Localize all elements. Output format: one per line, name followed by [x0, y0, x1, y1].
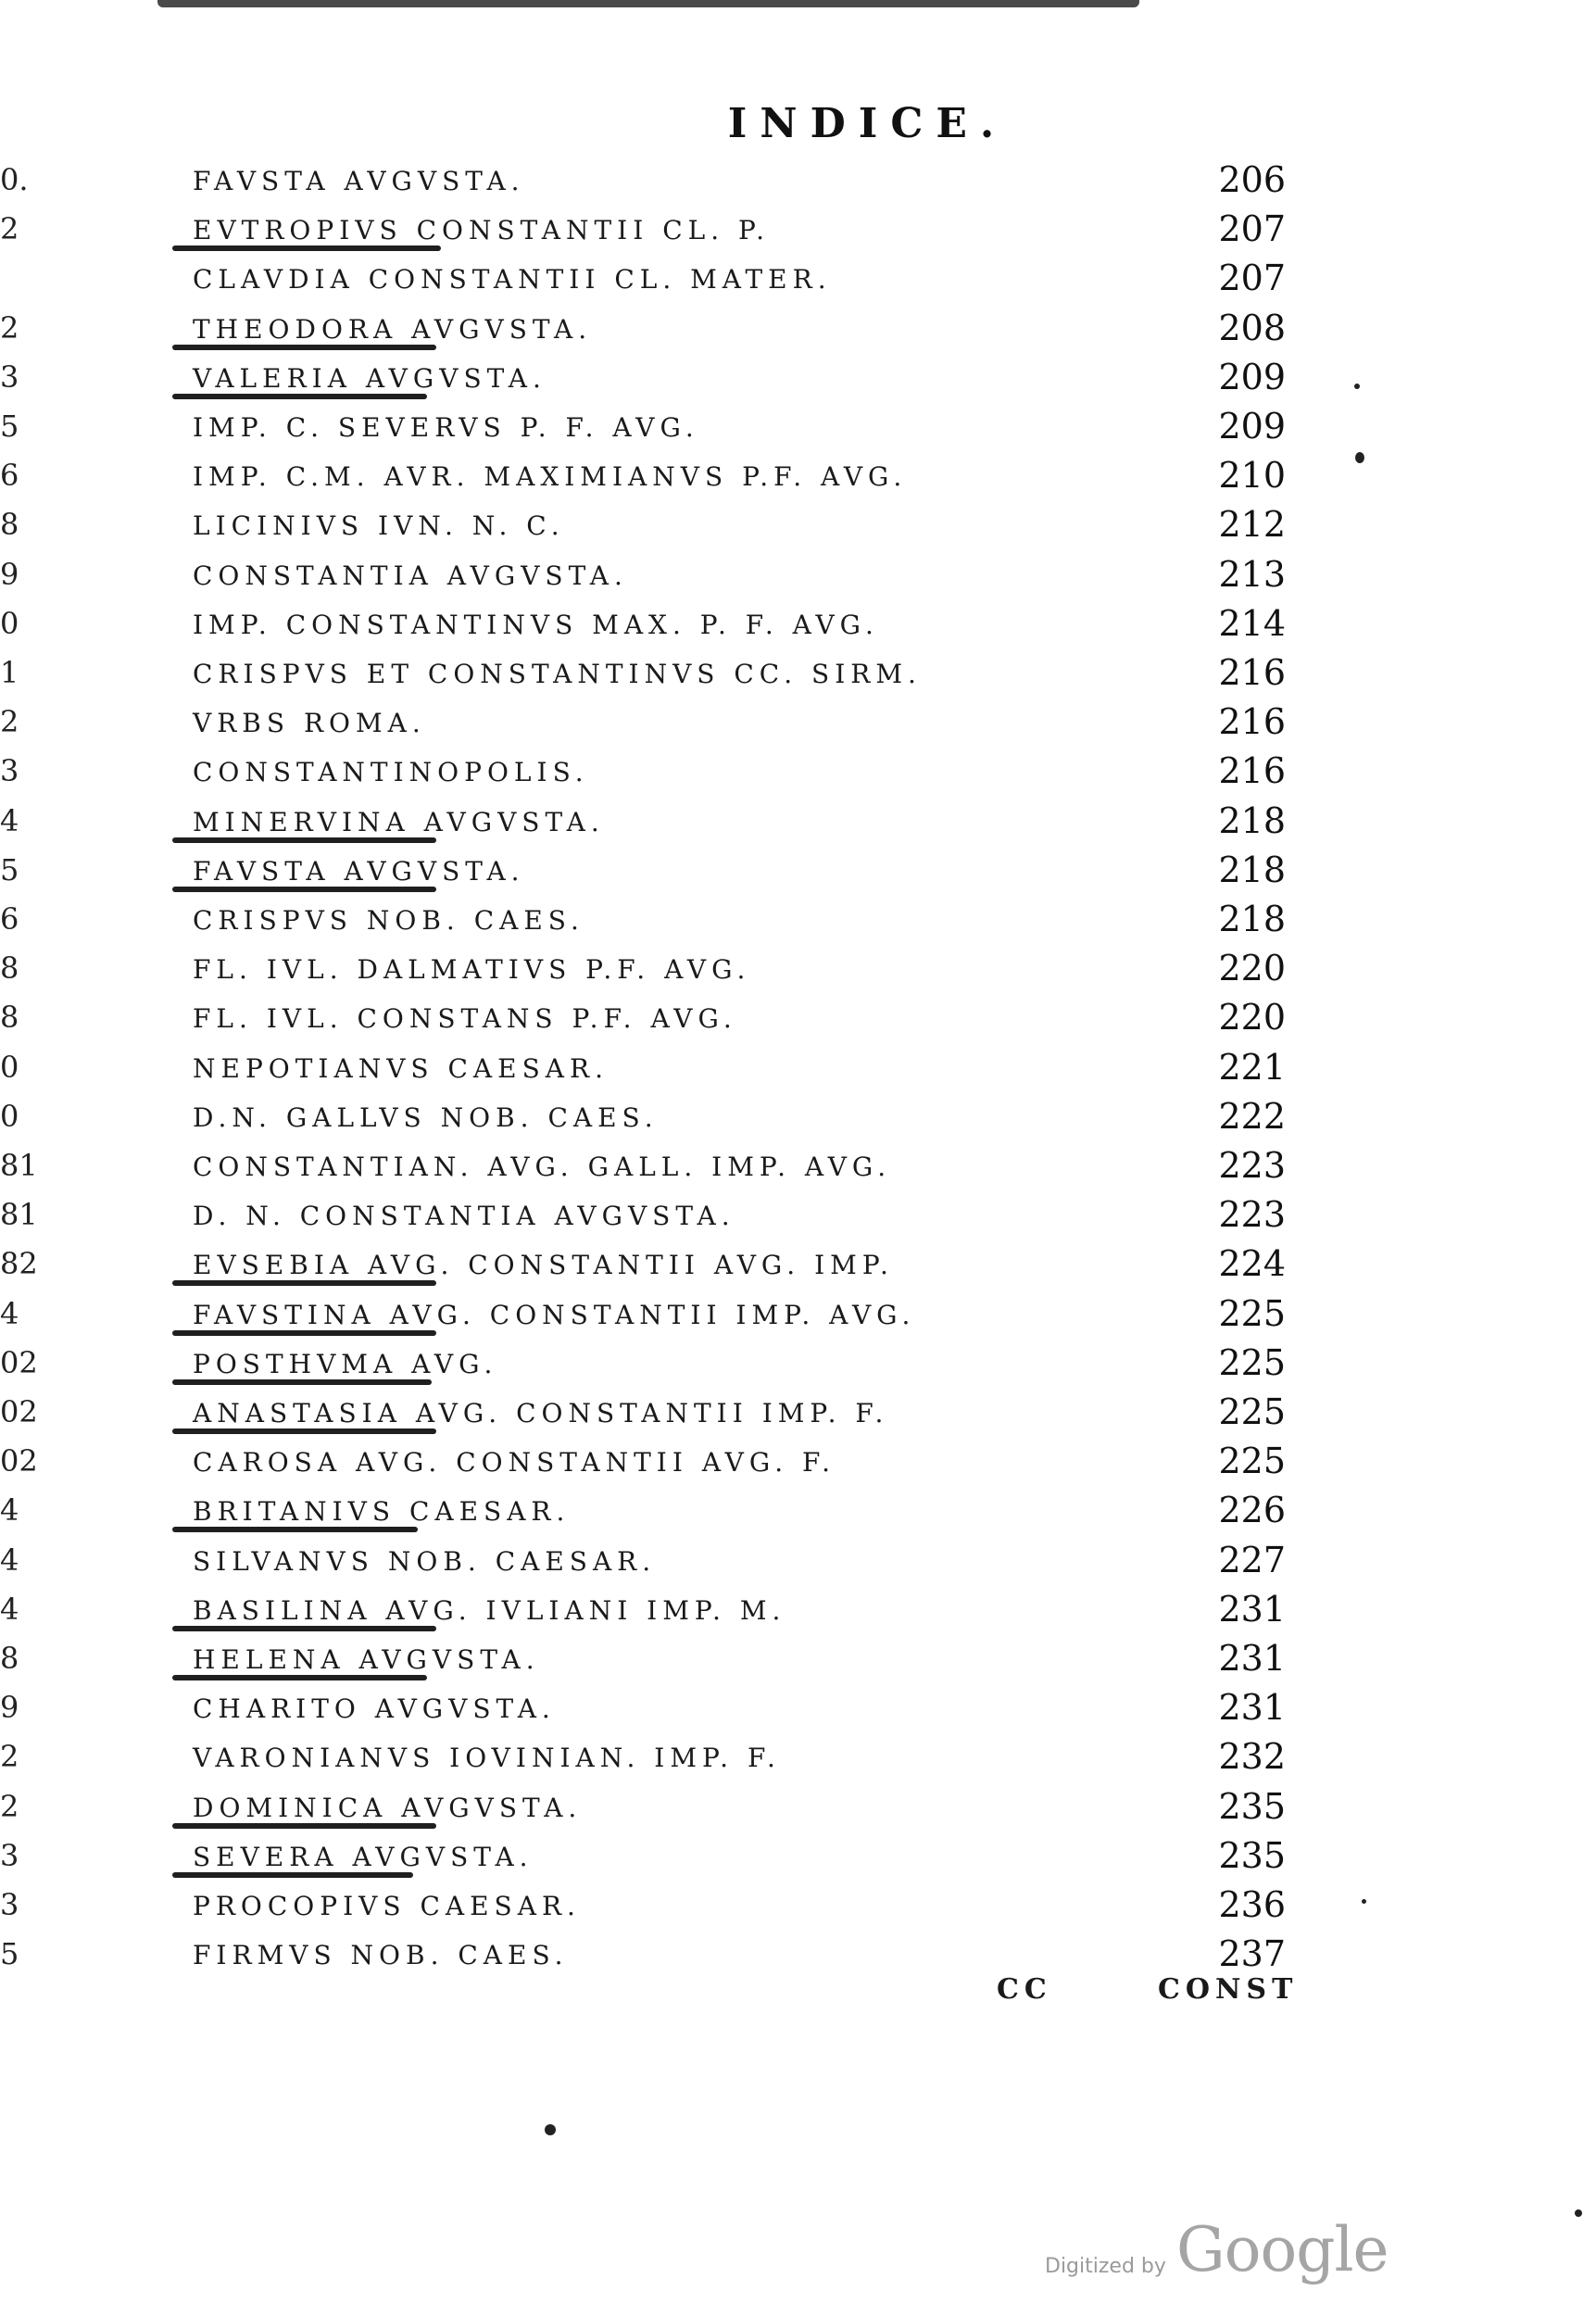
index-entry: [193, 1095, 1286, 1137]
entry-page-number: 212: [1218, 504, 1286, 546]
entry-page-number: 209: [1218, 356, 1286, 397]
margin-digit: 6: [0, 458, 19, 494]
signature-mark: CC: [997, 1973, 1052, 2006]
index-entry: [193, 1391, 1286, 1432]
entry-page-number: 209: [1218, 406, 1286, 447]
entry-page-number: 235: [1218, 1785, 1286, 1827]
entry-page-number: 225: [1218, 1341, 1286, 1383]
entry-title: VRBS ROMA.: [193, 708, 426, 739]
index-entry: [193, 1539, 1286, 1580]
entry-title: NEPOTIANVS CAESAR.: [193, 1052, 609, 1084]
entry-page-number: 231: [1218, 1638, 1286, 1679]
handwritten-underline: [172, 345, 436, 350]
margin-digit: 2: [0, 1739, 19, 1775]
entry-title: CONSTANTIA AVGVSTA.: [193, 560, 628, 591]
handwritten-underline: [172, 1823, 436, 1829]
entry-page-number: 227: [1218, 1539, 1286, 1580]
entry-title: EVSEBIA AVG. CONSTANTII AVG. IMP.: [193, 1250, 894, 1281]
entry-title: VARONIANVS IOVINIAN. IMP. F.: [193, 1743, 781, 1774]
entry-title: PROCOPIVS CAESAR.: [193, 1891, 581, 1921]
margin-digit: 02: [0, 1344, 38, 1380]
digitized-watermark: [1045, 2214, 1415, 2288]
margin-digit: 5: [0, 1936, 19, 1972]
margin-digit: 9: [0, 556, 19, 592]
margin-digit: 0: [0, 1049, 19, 1085]
margin-digit: 3: [0, 1887, 19, 1922]
ink-speck: [1355, 452, 1364, 463]
index-entry: [193, 899, 1286, 939]
margin-digit: 8: [0, 950, 19, 987]
entry-title: CAROSA AVG. CONSTANTII AVG. F.: [193, 1447, 836, 1479]
index-entry: [193, 1736, 1286, 1778]
index-entry: [193, 602, 1286, 644]
margin-digit: 6: [0, 901, 19, 937]
index-entry: [193, 455, 1286, 497]
margin-digit: 4: [0, 1591, 19, 1627]
entry-page-number: 225: [1218, 1441, 1286, 1482]
index-entry: [193, 849, 1286, 890]
entry-page-number: 206: [1218, 159, 1286, 200]
entry-page-number: 207: [1218, 258, 1286, 299]
entry-title: CONSTANTINOPOLIS.: [193, 757, 589, 788]
entry-title: MINERVINA AVGVSTA.: [193, 806, 605, 837]
entry-page-number: 226: [1218, 1490, 1286, 1531]
entry-title: SEVERA AVGVSTA.: [193, 1841, 534, 1872]
entry-title: FIRMVS NOB. CAES.: [193, 1940, 569, 1971]
heading-text: INDICE.: [727, 100, 1008, 147]
entry-page-number: 213: [1218, 553, 1286, 595]
margin-digit: 82: [0, 1246, 38, 1282]
entry-page-number: 222: [1218, 1095, 1286, 1137]
margin-digit: 4: [0, 1295, 19, 1331]
index-entry: [193, 1588, 1286, 1630]
entry-title: FAVSTA AVGVSTA.: [193, 166, 525, 196]
handwritten-underline: [172, 1280, 436, 1286]
entry-title: FAVSTA AVGVSTA.: [193, 855, 525, 887]
entry-page-number: 208: [1218, 307, 1286, 348]
index-entry: [193, 750, 1286, 792]
index-entry: [193, 1884, 1286, 1925]
catchwords: [0, 1973, 1596, 2020]
entry-title: FAVSTINA AVG. CONSTANTII IMP. AVG.: [193, 1299, 916, 1330]
margin-digit: 8: [0, 507, 19, 543]
entry-page-number: 218: [1218, 799, 1286, 841]
entry-title: CLAVDIA CONSTANTII CL. MATER.: [193, 264, 832, 296]
margin-digit: 02: [0, 1394, 38, 1429]
handwritten-underline: [172, 1429, 436, 1434]
margin-digit: 3: [0, 753, 19, 789]
handwritten-underline: [172, 1675, 427, 1680]
margin-digit: 5: [0, 409, 19, 444]
entry-page-number: 223: [1218, 1194, 1286, 1236]
entry-title: D.N. GALLVS NOB. CAES.: [193, 1101, 659, 1133]
margin-digit: 2: [0, 704, 19, 740]
entry-page-number: 216: [1218, 652, 1286, 693]
index-entry: [193, 1292, 1286, 1334]
entry-page-number: 232: [1218, 1736, 1286, 1778]
index-entry: [193, 1441, 1286, 1482]
handwritten-underline: [172, 1626, 436, 1631]
index-entry: [193, 1834, 1286, 1876]
margin-digit: 0: [0, 1098, 19, 1134]
handwritten-underline: [172, 1330, 436, 1336]
entry-page-number: 207: [1218, 208, 1286, 250]
margin-digit: 3: [0, 1837, 19, 1873]
index-entry: [193, 553, 1286, 595]
entry-page-number: 223: [1218, 1145, 1286, 1186]
entry-page-number: 214: [1218, 602, 1286, 644]
handwritten-underline: [172, 394, 427, 399]
index-entry: [193, 1194, 1286, 1236]
entry-page-number: 216: [1218, 750, 1286, 792]
handwritten-underline: [172, 245, 441, 251]
index-entry: [193, 159, 1286, 200]
entry-page-number: 210: [1218, 455, 1286, 497]
index-entry: [193, 1490, 1286, 1531]
handwritten-underline: [172, 837, 436, 843]
index-entry: [193, 1243, 1286, 1285]
margin-digit: 3: [0, 359, 19, 395]
margin-digit: 8: [0, 1641, 19, 1676]
index-entry: [193, 1933, 1286, 1975]
entry-title: SILVANVS NOB. CAESAR.: [193, 1545, 657, 1577]
margin-digit: 1: [0, 655, 19, 690]
index-entry: [193, 1145, 1286, 1186]
index-entry: [193, 799, 1286, 841]
handwritten-underline: [172, 1872, 413, 1878]
index-entry: [193, 406, 1286, 447]
entry-page-number: 231: [1218, 1588, 1286, 1630]
ink-speck: [545, 2124, 556, 2135]
handwritten-underline: [172, 1527, 418, 1532]
entry-title: FL. IVL. DALMATIVS P.F. AVG.: [193, 954, 751, 986]
entry-title: FL. IVL. CONSTANS P.F. AVG.: [193, 1003, 737, 1035]
entry-page-number: 218: [1218, 849, 1286, 890]
catchword: CONST: [1158, 1973, 1299, 2006]
entry-title: VALERIA AVGVSTA.: [193, 362, 547, 394]
ink-speck: [1362, 1899, 1366, 1904]
index-entry: [193, 208, 1286, 250]
margin-digit: 9: [0, 1690, 19, 1726]
index-entry: [193, 307, 1286, 348]
index-entry: [193, 997, 1286, 1038]
entry-title: DOMINICA AVGVSTA.: [193, 1792, 583, 1823]
entry-title: IMP. CONSTANTINVS MAX. P. F. AVG.: [193, 609, 879, 640]
margin-digit: 02: [0, 1443, 38, 1479]
entry-title: CRISPVS ET CONSTANTINVS CC. SIRM.: [193, 659, 922, 689]
margin-digit: 2: [0, 309, 19, 346]
entry-title: EVTROPIVS CONSTANTII CL. P.: [193, 215, 771, 246]
entry-page-number: 236: [1218, 1884, 1286, 1925]
entry-page-number: 221: [1218, 1046, 1286, 1088]
entry-title: D. N. CONSTANTIA AVGVSTA.: [193, 1201, 735, 1232]
entry-title: HELENA AVGVSTA.: [193, 1644, 540, 1675]
index-entry: [193, 1341, 1286, 1383]
index-entry: [193, 504, 1286, 546]
handwritten-underline: [172, 1379, 432, 1385]
index-entry: [193, 258, 1286, 299]
index-entry: [193, 356, 1286, 397]
margin-digit: 4: [0, 1492, 19, 1529]
margin-digit: 81: [0, 1197, 38, 1233]
index-entry: [193, 1046, 1286, 1088]
entry-title: IMP. C.M. AVR. MAXIMIANVS P.F. AVG.: [193, 461, 908, 493]
entry-page-number: 231: [1218, 1687, 1286, 1729]
index-entry: [193, 1785, 1286, 1827]
margin-digit: 4: [0, 802, 19, 838]
entry-page-number: 224: [1218, 1243, 1286, 1285]
ink-speck: [1354, 384, 1360, 389]
margin-digit: 0: [0, 605, 19, 641]
margin-digit: 4: [0, 1542, 19, 1578]
google-logo: Google: [1176, 2214, 1389, 2285]
margin-digit: 5: [0, 851, 19, 887]
entry-page-number: 225: [1218, 1391, 1286, 1432]
entry-title: BRITANIVS CAESAR.: [193, 1496, 571, 1528]
entry-page-number: 225: [1218, 1292, 1286, 1334]
entry-page-number: 220: [1218, 948, 1286, 989]
ink-speck: [1575, 2209, 1582, 2217]
entry-title: CRISPVS NOB. CAES.: [193, 905, 584, 936]
margin-digit: 0.: [0, 162, 29, 197]
handwritten-underline: [172, 887, 436, 892]
entry-page-number: 220: [1218, 997, 1286, 1038]
entry-page-number: 216: [1218, 701, 1286, 743]
entry-title: ANASTASIA AVG. CONSTANTII IMP. F.: [193, 1398, 889, 1429]
margin-digit: 2: [0, 211, 19, 247]
entry-title: CONSTANTIAN. AVG. GALL. IMP. AVG.: [193, 1152, 892, 1182]
entry-title: CHARITO AVGVSTA.: [193, 1693, 556, 1725]
watermark-prefix: Digitized by: [1045, 2255, 1166, 2278]
entry-page-number: 218: [1218, 899, 1286, 939]
margin-digit: 81: [0, 1148, 38, 1183]
index-entry: [193, 701, 1286, 743]
entry-title: LICINIVS IVN. N. C.: [193, 510, 565, 542]
entry-page-number: 235: [1218, 1834, 1286, 1876]
entry-title: BASILINA AVG. IVLIANI IMP. M.: [193, 1594, 786, 1626]
index-entry: [193, 652, 1286, 693]
entry-title: IMP. C. SEVERVS P. F. AVG.: [193, 412, 699, 443]
entry-page-number: 237: [1218, 1933, 1286, 1975]
entry-title: POSTHVMA AVG.: [193, 1348, 498, 1379]
index-entry: [193, 1687, 1286, 1729]
margin-digit: 2: [0, 1788, 19, 1824]
index-entry: [193, 1638, 1286, 1679]
entry-title: THEODORA AVGVSTA.: [193, 313, 593, 345]
index-entry: [193, 948, 1286, 989]
margin-digit: 8: [0, 1000, 19, 1036]
